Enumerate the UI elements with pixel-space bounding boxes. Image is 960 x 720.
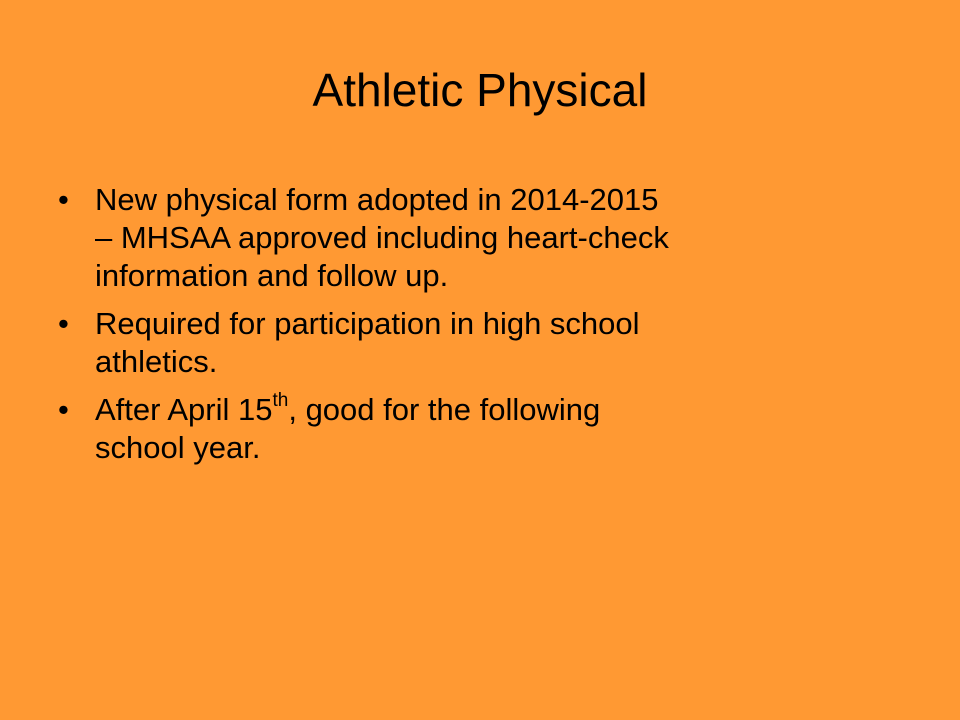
bullet-text-line: – MHSAA approved including heart-check (95, 220, 669, 255)
bullet-mark: • (58, 182, 69, 217)
bullet-text-line: After April 15 (95, 392, 273, 427)
bullet-text-line: , good for the following (288, 392, 601, 427)
bullet-item-validity-period (58, 391, 888, 467)
slide-title: Athletic Physical (312, 64, 648, 116)
bullet-item-participation-requirement (58, 305, 888, 381)
ordinal-superscript: th (272, 389, 289, 411)
bullet-mark: • (58, 392, 69, 427)
bullet-text-line: New physical form adopted in 2014-2015 (95, 182, 659, 217)
bullet-text-line: Required for participation in high school (95, 306, 640, 341)
bullet-text-line: athletics. (95, 344, 218, 379)
bullet-text-line: information and follow up. (95, 258, 449, 293)
bullet-text-line: school year. (95, 430, 261, 465)
bullet-mark: • (58, 306, 69, 341)
bullet-item-physical-form (58, 181, 888, 295)
bullet-list (58, 181, 888, 467)
